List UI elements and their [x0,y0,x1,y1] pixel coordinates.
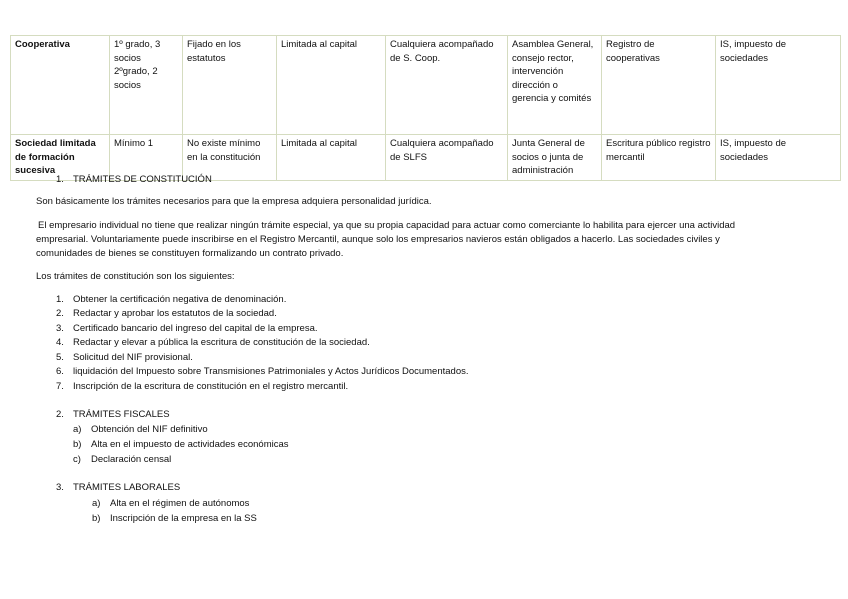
section-heading-fiscales [56,409,170,421]
list-item [73,439,289,451]
cell-line: 1º grado, 3 socios [114,39,161,64]
table-cell: Fijado en los estatutos [183,36,277,135]
list-item [56,294,286,306]
cell-line: 2ºgrado, 2 socios [114,66,158,91]
table-cell: IS, impuesto de sociedades [716,135,841,181]
list-text: Obtención del NIF definitivo [91,424,208,435]
list-letter: a) [92,498,101,509]
table-cell: IS, impuesto de sociedades [716,36,841,135]
list-item [56,323,318,335]
list-item [73,454,171,466]
table-cell [110,36,183,135]
list-number: 1. [56,294,64,305]
list-letter: c) [73,454,81,465]
table-cell: Cooperativa [11,36,110,135]
section-number: 2. [56,409,64,420]
list-item [92,513,257,525]
list-text: Certificado bancario del ingreso del capital de la empresa. [73,323,318,334]
paragraph-line: El empresario individual no tiene que realizar ningún trámite especial, ya que su propia capacidad para actuar como comerciante lo habilita para ejercer una actividad [38,220,736,231]
table-cell: Cualquiera acompañado de S. Coop. [386,36,508,135]
list-text: Inscripción de la escritura de constitución en el registro mercantil. [73,381,349,392]
list-item [56,337,370,349]
list-item [92,498,249,510]
list-number: 5. [56,352,64,363]
paragraph-line: comunidades de bienes se constituyen formalizando un contrato privado. [36,248,344,259]
list-item [56,366,469,378]
list-item [73,424,208,436]
list-number: 6. [56,366,64,377]
list-text: Declaración censal [91,454,172,465]
list-item [56,381,348,393]
list-number: 2. [56,308,64,319]
list-number: 3. [56,323,64,334]
list-text: Solicitud del NIF provisional. [73,352,193,363]
company-forms-table [10,35,841,181]
table-cell: Escritura público registro mercantil [602,135,716,181]
list-letter: a) [73,424,82,435]
table-cell: Cualquiera acompañado de SLFS [386,135,508,181]
section-title: TRÁMITES LABORALES [73,482,181,493]
list-number: 7. [56,381,64,392]
section-number: 1. [56,174,64,185]
list-text: Alta en el impuesto de actividades económicas [91,439,289,450]
table-cell: Limitada al capital [277,36,386,135]
list-number: 4. [56,337,64,348]
table-cell: Mínimo 1 [110,135,183,181]
section-heading-laborales [56,482,180,494]
list-item [56,352,193,364]
table-cell: Asamblea General, consejo rector, intervención dirección o gerencia y comités [508,36,602,135]
table-cell: Junta General de socios o junta de administración [508,135,602,181]
paragraph-line: empresarial. Voluntariamente puede inscribirse en el Registro Mercantil, aunque solo los empresarios navieros están obligados a hacerlo. Las sociedades civiles y [36,234,720,245]
table-cell: Registro de cooperativas [602,36,716,135]
list-text: Alta en el régimen de autónomos [110,498,250,509]
list-text: Inscripción de la empresa en la SS [110,513,257,524]
list-text: Redactar y aprobar los estatutos de la sociedad. [73,308,277,319]
list-letter: b) [92,513,101,524]
section-title: TRÁMITES FISCALES [73,409,170,420]
section-heading-constitucion [56,174,212,186]
list-text: Redactar y elevar a pública la escritura de constitución de la sociedad. [73,337,370,348]
table-row [11,36,841,135]
list-item [56,308,277,320]
paragraph: Son básicamente los trámites necesarios para que la empresa adquiera personalidad jurídica. [36,196,432,207]
table-cell: Sociedad limitada de formación sucesiva [11,135,110,181]
list-text: Obtener la certificación negativa de denominación. [73,294,287,305]
paragraph: Los trámites de constitución son los siguientes: [36,271,235,282]
list-text: liquidación del Impuesto sobre Transmisiones Patrimoniales y Actos Jurídicos Documentados. [73,366,469,377]
list-letter: b) [73,439,82,450]
section-title: TRÁMITES DE CONSTITUCIÓN [73,174,212,185]
table-cell: Limitada al capital [277,135,386,181]
table-cell: No existe mínimo en la constitución [183,135,277,181]
section-number: 3. [56,482,64,493]
